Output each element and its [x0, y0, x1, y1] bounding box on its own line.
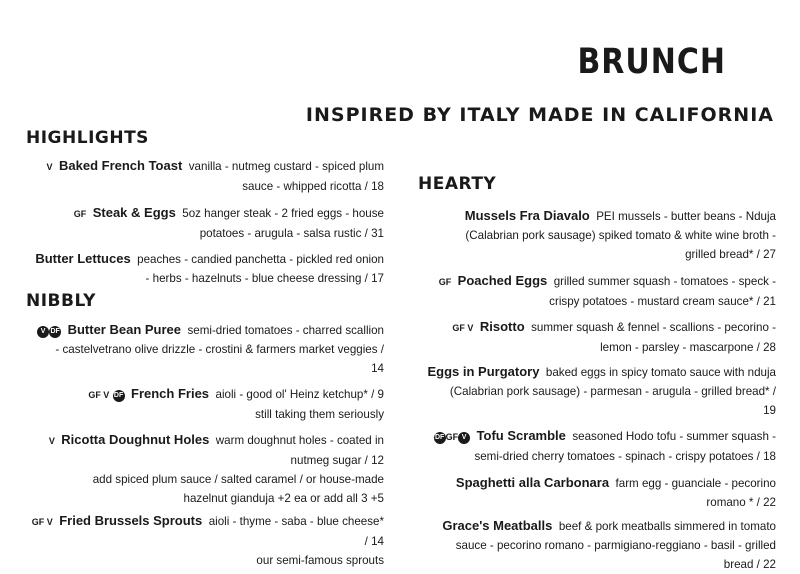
section-highlights: HIGHLIGHTS — [26, 128, 149, 148]
item-desc: grilled summer squash - tomatoes - speck - — [553, 275, 776, 288]
item-name: Tofu Scramble — [476, 428, 566, 443]
item-desc: nutmeg sugar / 12 — [290, 454, 384, 467]
page-title: BRUNCH — [577, 42, 726, 83]
item-desc: / 14 — [364, 535, 384, 548]
vegetarian-tag: V — [46, 162, 53, 172]
item-name: Spaghetti alla Carbonara — [455, 475, 610, 490]
item-price: 14 — [371, 362, 384, 375]
menu-item — [410, 362, 776, 420]
item-desc: lemon - parsley - mascarpone / 28 — [600, 341, 776, 354]
tagline: INSPIRED BY ITALY MADE IN CALIFORNIA — [305, 104, 774, 126]
vegetarian-tag: V — [48, 436, 55, 446]
gluten-free-vegetarian-tag: GF V — [88, 390, 110, 400]
item-note: add spiced plum sauce / salted caramel / or house-made — [92, 473, 384, 486]
item-desc: farm egg - guanciale - pecorino — [615, 477, 776, 490]
menu-item — [410, 206, 776, 264]
item-desc: sauce - pecorino romano - parmigiano-reggiano - basil - grilled — [455, 539, 776, 552]
gluten-free-vegetarian-tag: GF V — [31, 517, 53, 527]
vegan-badge-icon: V — [458, 432, 470, 444]
item-name: Butter Bean Puree — [67, 322, 182, 337]
menu-item — [20, 430, 384, 508]
dairy-free-badge-icon: DF — [49, 326, 61, 338]
item-desc: crispy potatoes - mustard cream sauce* / 21 — [549, 295, 776, 308]
item-name: Fried Brussels Sprouts — [59, 513, 203, 528]
menu-item — [410, 426, 776, 466]
item-note: our semi-famous sprouts — [256, 554, 384, 567]
item-desc: summer squash & fennel - scallions - pecorino - — [531, 321, 776, 334]
gluten-free-vegetarian-tag: GF V — [452, 323, 474, 333]
item-desc: warm doughnut holes - coated in — [215, 434, 384, 447]
item-name: Grace's Meatballs — [442, 518, 553, 533]
item-price: 19 — [763, 404, 776, 417]
menu-item — [20, 320, 384, 378]
gluten-free-tag: GF — [73, 209, 87, 219]
menu-item — [410, 473, 776, 512]
item-desc: semi-dried tomatoes - charred scallion — [187, 324, 384, 337]
item-desc: peaches - candied panchetta - pickled red onion — [137, 253, 384, 266]
menu-item — [410, 317, 776, 357]
item-name: Risotto — [479, 319, 525, 334]
menu-item — [20, 203, 384, 243]
menu-item — [20, 511, 384, 570]
dairy-free-badge-icon: DF — [113, 390, 125, 402]
item-name: French Fries — [131, 386, 210, 401]
menu-item — [410, 271, 776, 311]
dairy-free-badge-icon: DF — [434, 432, 446, 444]
item-desc: potatoes - arugula - salsa rustic / 31 — [199, 227, 384, 240]
item-desc: grilled bread* / 27 — [685, 248, 776, 261]
item-desc: baked eggs in spicy tomato sauce with nduja — [545, 366, 776, 379]
item-desc: semi-dried cherry tomatoes - spinach - crispy potatoes / 18 — [474, 450, 776, 463]
vegan-badge-icon: V — [37, 326, 49, 338]
item-desc: romano * / 22 — [706, 496, 776, 509]
item-name: Ricotta Doughnut Holes — [61, 432, 210, 447]
item-name: Mussels Fra Diavalo — [464, 208, 590, 223]
item-desc: (Calabrian pork sausage) spiked tomato & white wine broth - — [465, 229, 776, 242]
item-desc: aioli - good ol' Heinz ketchup* / 9 — [215, 388, 384, 401]
item-desc: seasoned Hodo tofu - summer squash - — [572, 430, 776, 443]
gluten-free-tag: GF — [445, 432, 459, 442]
item-desc: sauce - whipped ricotta / 18 — [242, 180, 384, 193]
item-desc: PEI mussels - butter beans - Nduja — [596, 210, 776, 223]
menu-item — [410, 516, 776, 574]
item-desc: aioli - thyme - saba - blue cheese* — [208, 515, 384, 528]
item-name: Poached Eggs — [457, 273, 548, 288]
section-hearty: HEARTY — [418, 174, 497, 194]
item-note: hazelnut gianduja +2 ea or add all 3 +5 — [183, 492, 384, 505]
item-name: Eggs in Purgatory — [427, 364, 540, 379]
section-nibbly: NIBBLY — [26, 291, 96, 311]
menu-item — [20, 384, 384, 424]
item-desc: - castelvetrano olive drizzle - crostini & farmers market veggies / — [55, 343, 384, 356]
item-name: Baked French Toast — [59, 158, 183, 173]
menu-item — [20, 156, 384, 196]
item-name: Steak & Eggs — [92, 205, 176, 220]
item-price: bread / 22 — [723, 558, 776, 571]
gluten-free-tag: GF — [438, 277, 452, 287]
item-desc: (Calabrian pork sausage) - parmesan - arugula - grilled bread* / — [449, 385, 776, 398]
item-desc: beef & pork meatballs simmered in tomato — [558, 520, 776, 533]
item-desc: vanilla - nutmeg custard - spiced plum — [188, 160, 384, 173]
item-note: still taking them seriously — [255, 408, 384, 421]
item-desc: 5oz hanger steak - 2 fried eggs - house — [182, 207, 384, 220]
menu-item — [20, 249, 384, 288]
item-desc: - herbs - hazelnuts - blue cheese dressing / 17 — [145, 272, 384, 285]
item-name: Butter Lettuces — [35, 251, 131, 266]
